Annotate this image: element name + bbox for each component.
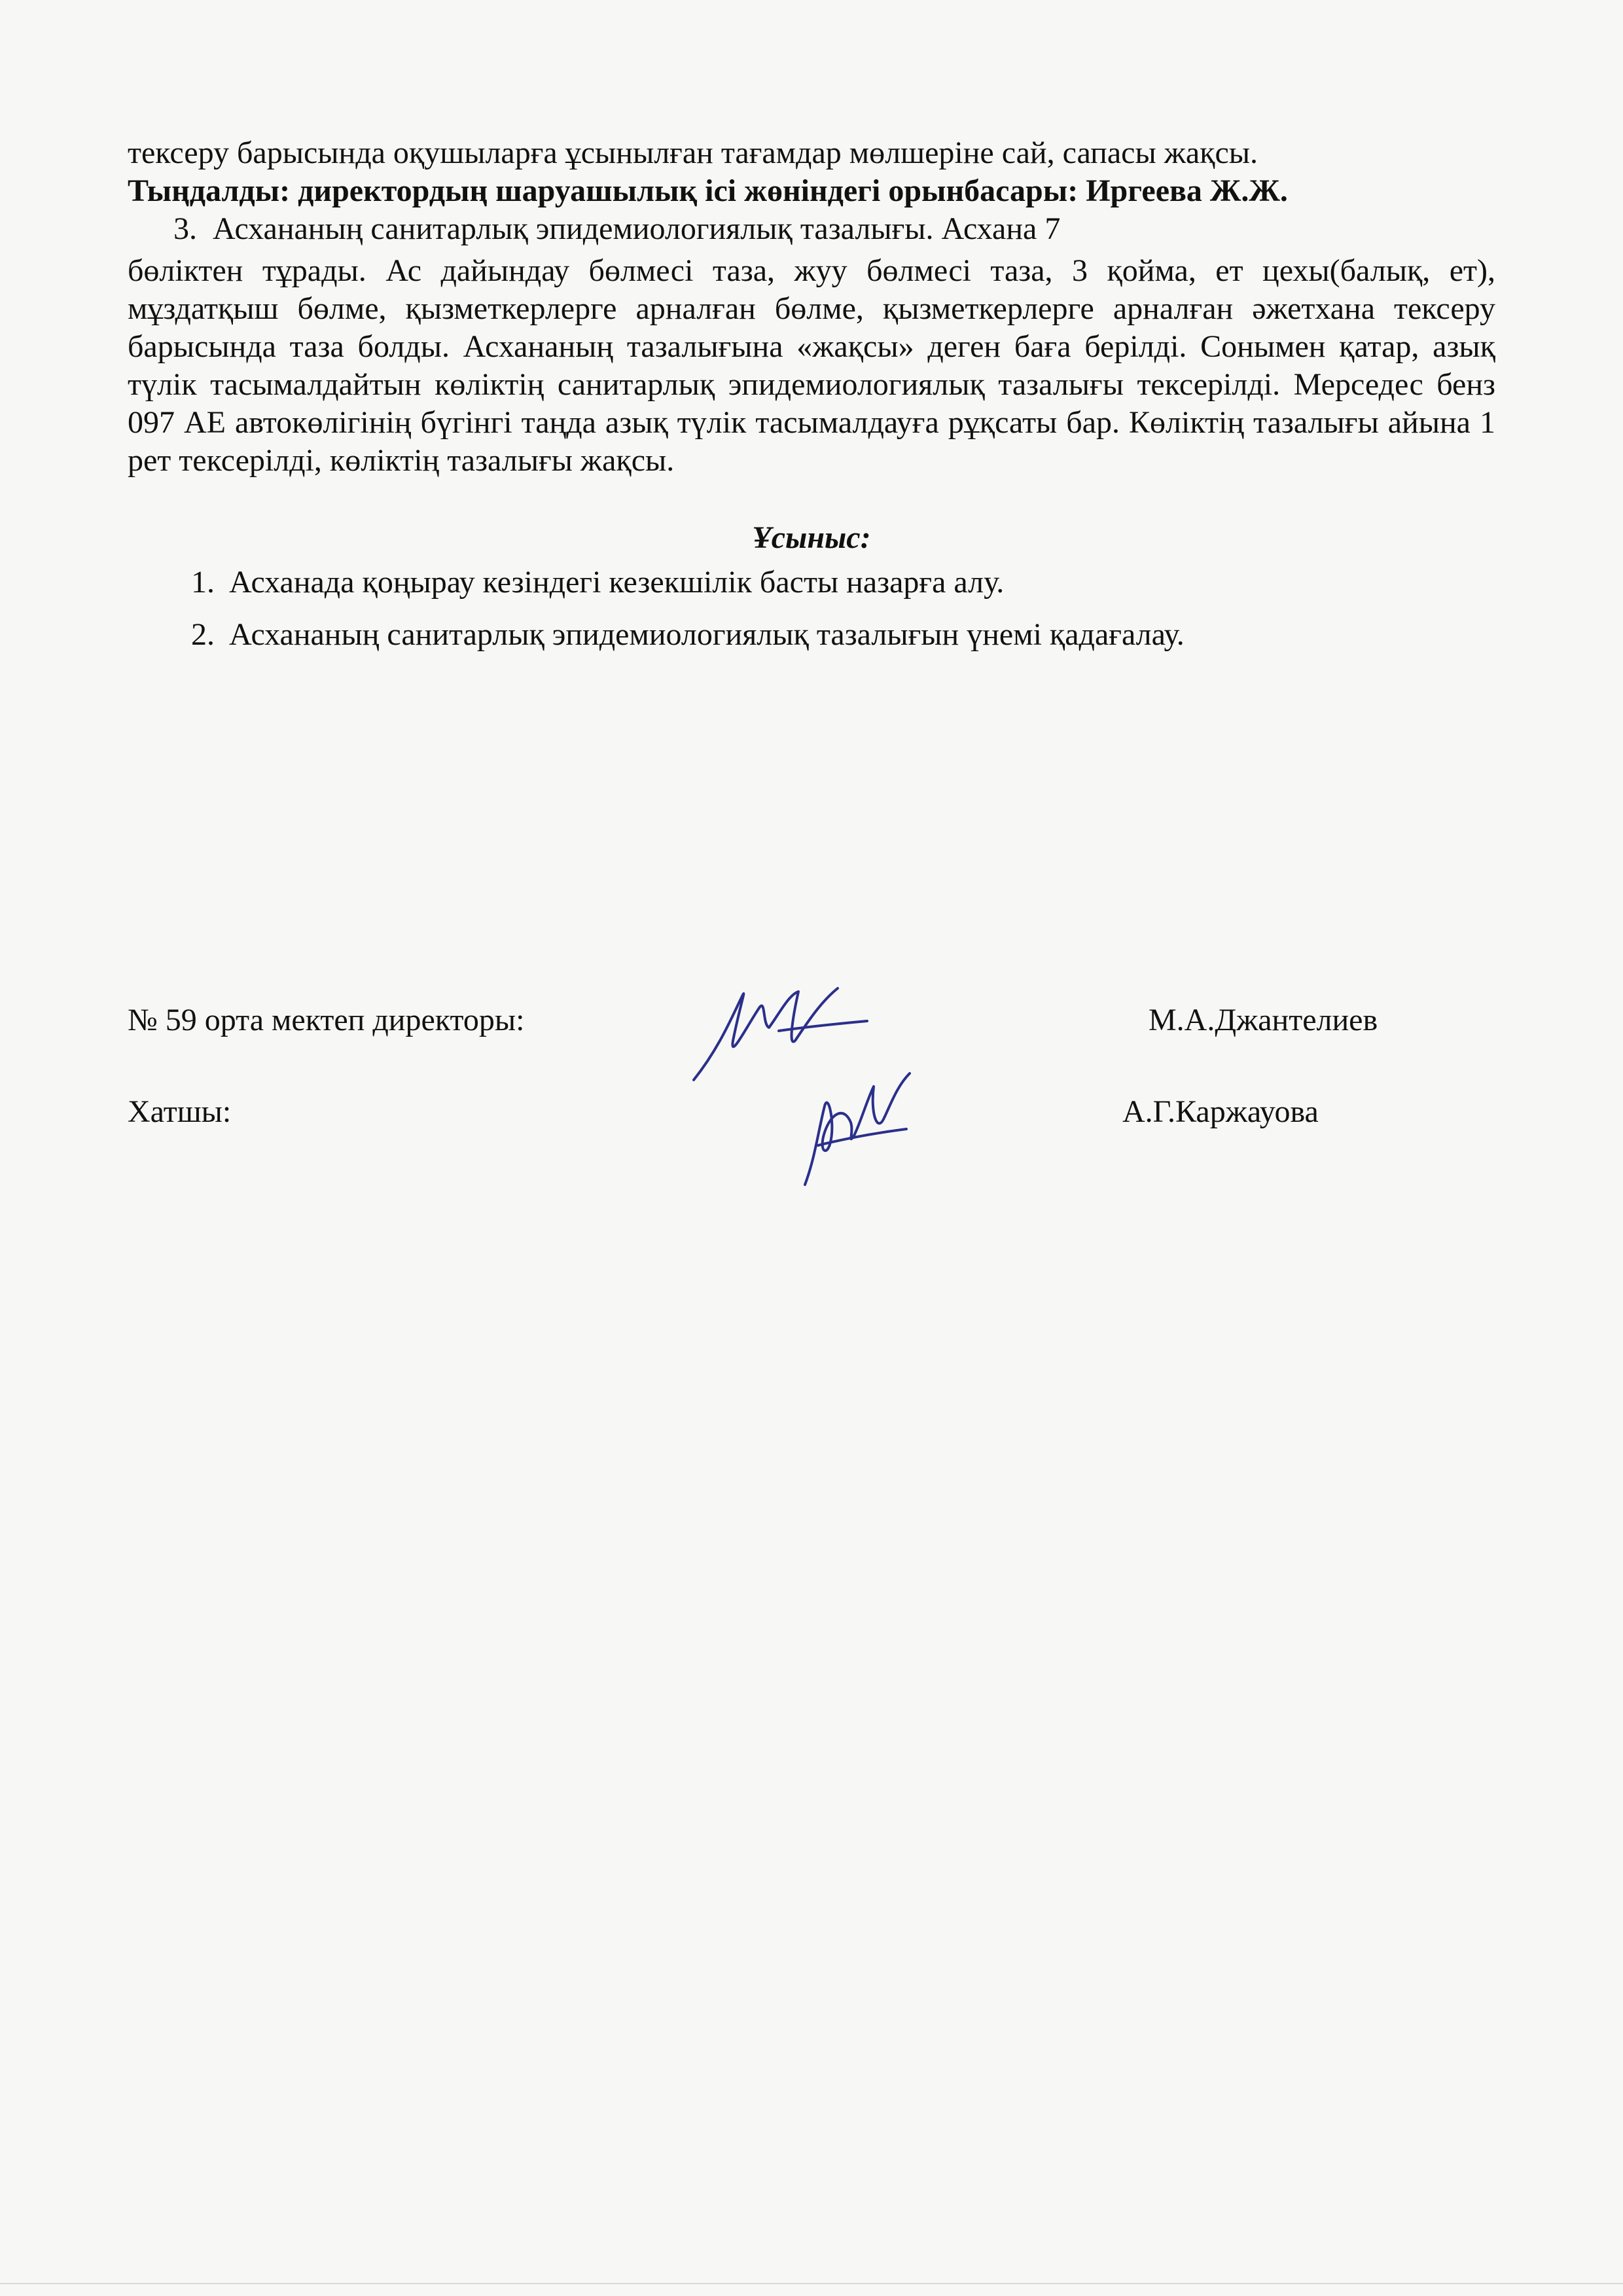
secretary-handwritten-signature [779, 1060, 929, 1191]
secretary-name: А.Г.Каржауова [1122, 1094, 1319, 1129]
scan-edge-line [0, 2283, 1623, 2284]
recommendation-item: 2. Асхананың санитарлық эпидемиологиялық тазалығын үнемі қадағалау. [223, 616, 1495, 654]
recommendations-list [128, 564, 1495, 654]
agenda-item-3-number: 3. [173, 211, 197, 246]
director-label: № 59 орта мектеп директоры: [128, 1003, 525, 1037]
recommendations-title: Ұсыныс: [752, 520, 871, 555]
recommendation-item: 1. Асханада қоңырау кезіндегі кезекшілік басты назарға алу. [223, 564, 1495, 601]
paragraph-canteen-hygiene: бөліктен тұрады. Ас дайындау бөлмесі таза, жуу бөлмесі таза, 3 қойма, ет цехы(балық, ет), мұздатқыш бөлме, қызметкерлерге арналған бөлме, қызметкерлерге арналған әжетхана тексеру барысында таза болды. Асхананың тазалығына «жақсы» деген баға берілді. Сонымен қатар, азық түлік тасымалдайтын көліктің санитарлық эпидемиологиялық тазалығы тексерілді. Мерседес бенз 097 АЕ автокөлігінің бүгінгі таңда азық түлік тасымалдауға рұқсаты бар. Көліктің тазалығы айына 1 рет тексерілді, көліктің тазалығы жақсы. [128, 253, 1495, 478]
heard-line: Тыңдалды: директордың шаруашылық ісі жөніндегі орынбасары: Иргеева Ж.Ж. [128, 173, 1288, 208]
agenda-item-3 [128, 210, 1495, 248]
agenda-item-3-title: Асхананың санитарлық эпидемиологиялық тазалығы. Асхана 7 [213, 211, 1061, 246]
paragraph-quality: тексеру барысында оқушыларға ұсынылған тағамдар мөлшеріне сай, сапасы жақсы. [128, 135, 1258, 170]
director-name: М.А.Джантелиев [1149, 1003, 1378, 1037]
secretary-label: Хатшы: [128, 1094, 232, 1129]
document-body [128, 134, 1495, 668]
